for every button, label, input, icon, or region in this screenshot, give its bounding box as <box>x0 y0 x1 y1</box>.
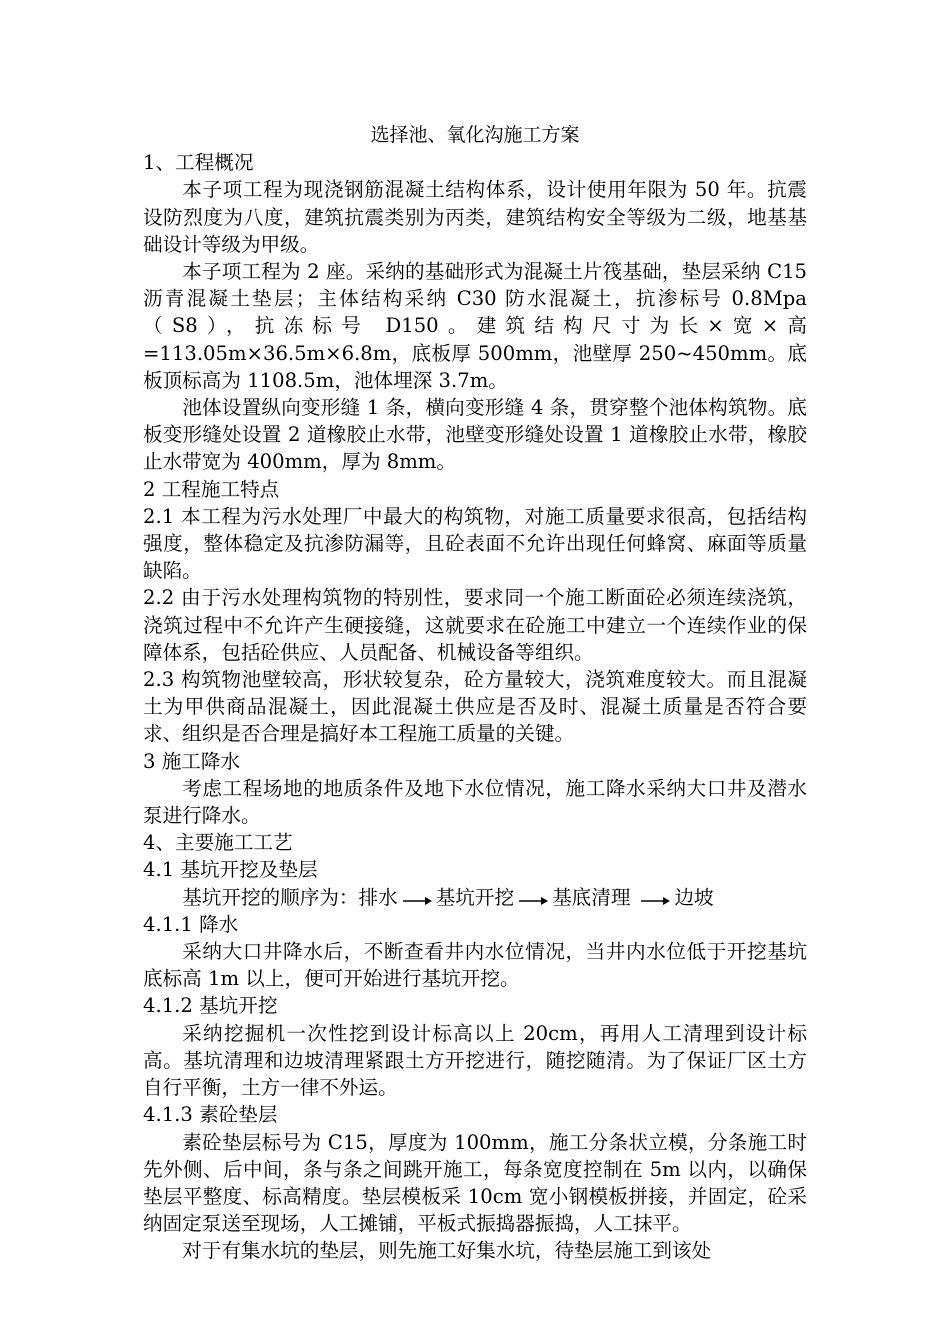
section-1-paragraph-2: 本子项工程为 2 座。采纳的基础形式为混凝土片筏基础，垫层采纳 C15 沥青混凝土垫层；主体结构采纳 C30 防水混凝土，抗渗标号 0.8Mpa（S8），抗冻标号 D150。建筑结构尺寸为长×宽×高=113.05m×36.5m×6.8m，底板厚 500mm，池壁厚 250~450mm。底板顶标高为 1108.5m，池体埋深 3.7m。 <box>143 260 807 392</box>
subsection-4-1-heading: 4.1 基坑开挖及垫层 <box>143 858 318 882</box>
flow-step-1: 排水 <box>358 885 398 909</box>
subsection-4-1-2-heading: 4.1.2 基坑开挖 <box>143 994 278 1018</box>
section-4-heading: 4、主要施工工艺 <box>143 831 293 855</box>
subsection-4-1-1-paragraph: 采纳大口井降水后，不断查看井内水位情况，当井内水位低于开挖基坑底标高 1m 以上，便可开始进行基坑开挖。 <box>143 940 807 991</box>
flow-intro: 基坑开挖的顺序为： <box>182 885 359 909</box>
section-2-paragraph-3: 2.3 构筑物池壁较高，形状较复杂，砼方量较大，浇筑难度较大。而且混凝土为甲供商品混凝土，因此混凝土供应是否及时、混凝土质量是否符合要求、组织是否合理是搞好本工程施工质量的关键。 <box>143 668 807 746</box>
document-title: 选择池、氧化沟施工方案 <box>370 124 580 146</box>
arrow-right-icon <box>518 887 548 907</box>
excavation-flow <box>143 884 807 911</box>
subsection-4-1-3-heading: 4.1.3 素砼垫层 <box>143 1103 278 1127</box>
section-2-heading: 2 工程施工特点 <box>143 477 280 501</box>
flow-step-3: 基底清理 <box>552 885 631 909</box>
flow-step-4: 边坡 <box>674 885 714 909</box>
section-1-paragraph-1: 本子项工程为现浇钢筋混凝土结构体系，设计使用年限为 50 年。抗震设防烈度为八度，建筑抗震类别为丙类，建筑结构安全等级为二级，地基基础设计等级为甲级。 <box>143 178 807 256</box>
subsection-4-1-1-heading: 4.1.1 降水 <box>143 912 239 936</box>
section-2-paragraph-2: 2.2 由于污水处理构筑物的特别性，要求同一个施工断面砼必须连续浇筑，浇筑过程中不允许产生硬接缝，这就要求在砼施工中建立一个连续作业的保障体系，包括砼供应、人员配备、机械设备等组织。 <box>143 586 807 664</box>
section-1-heading: 1、工程概况 <box>143 151 254 175</box>
section-2-paragraph-1: 2.1 本工程为污水处理厂中最大的构筑物，对施工质量要求很高，包括结构强度，整体稳定及抗渗防漏等，且砼表面不允许出现任何蜂窝、麻面等质量缺陷。 <box>143 504 807 583</box>
flow-step-2: 基坑开挖 <box>435 885 515 909</box>
subsection-4-1-3-paragraph-1: 素砼垫层标号为 C15，厚度为 100mm，施工分条状立模，分条施工时先外侧、后中间，条与条之间跳开施工，每条宽度控制在 5m 以内，以确保垫层平整度、标高精度。垫层模板采 10cm 宽小钢模板拼接，并固定，砼采纳固定泵送至现场，人工摊铺，平板式振捣器振捣，人工抹平。 <box>143 1130 807 1236</box>
subsection-4-1-2-paragraph: 采纳挖掘机一次性挖到设计标高以上 20cm，再用人工清理到设计标高。基坑清理和边坡清理紧跟土方开挖进行，随挖随清。为了保证厂区土方自行平衡，土方一律不外运。 <box>143 1021 807 1100</box>
subsection-4-1-3-paragraph-2: 对于有集水坑的垫层，则先施工好集水坑，待垫层施工到该处 <box>182 1239 712 1263</box>
arrow-right-icon <box>640 887 670 907</box>
section-1-paragraph-3: 池体设置纵向变形缝 1 条，横向变形缝 4 条，贯穿整个池体构筑物。底板变形缝处设置 2 道橡胶止水带，池壁变形缝处设置 1 道橡胶止水带，橡胶止水带宽为 400mm，厚为 8mm。 <box>143 396 807 474</box>
arrow-right-icon <box>402 887 432 907</box>
section-3-paragraph-1: 考虑工程场地的地质条件及地下水位情况，施工降水采纳大口井及潜水泵进行降水。 <box>143 776 807 828</box>
document-body <box>143 122 807 1265</box>
section-3-heading: 3 施工降水 <box>143 749 241 773</box>
